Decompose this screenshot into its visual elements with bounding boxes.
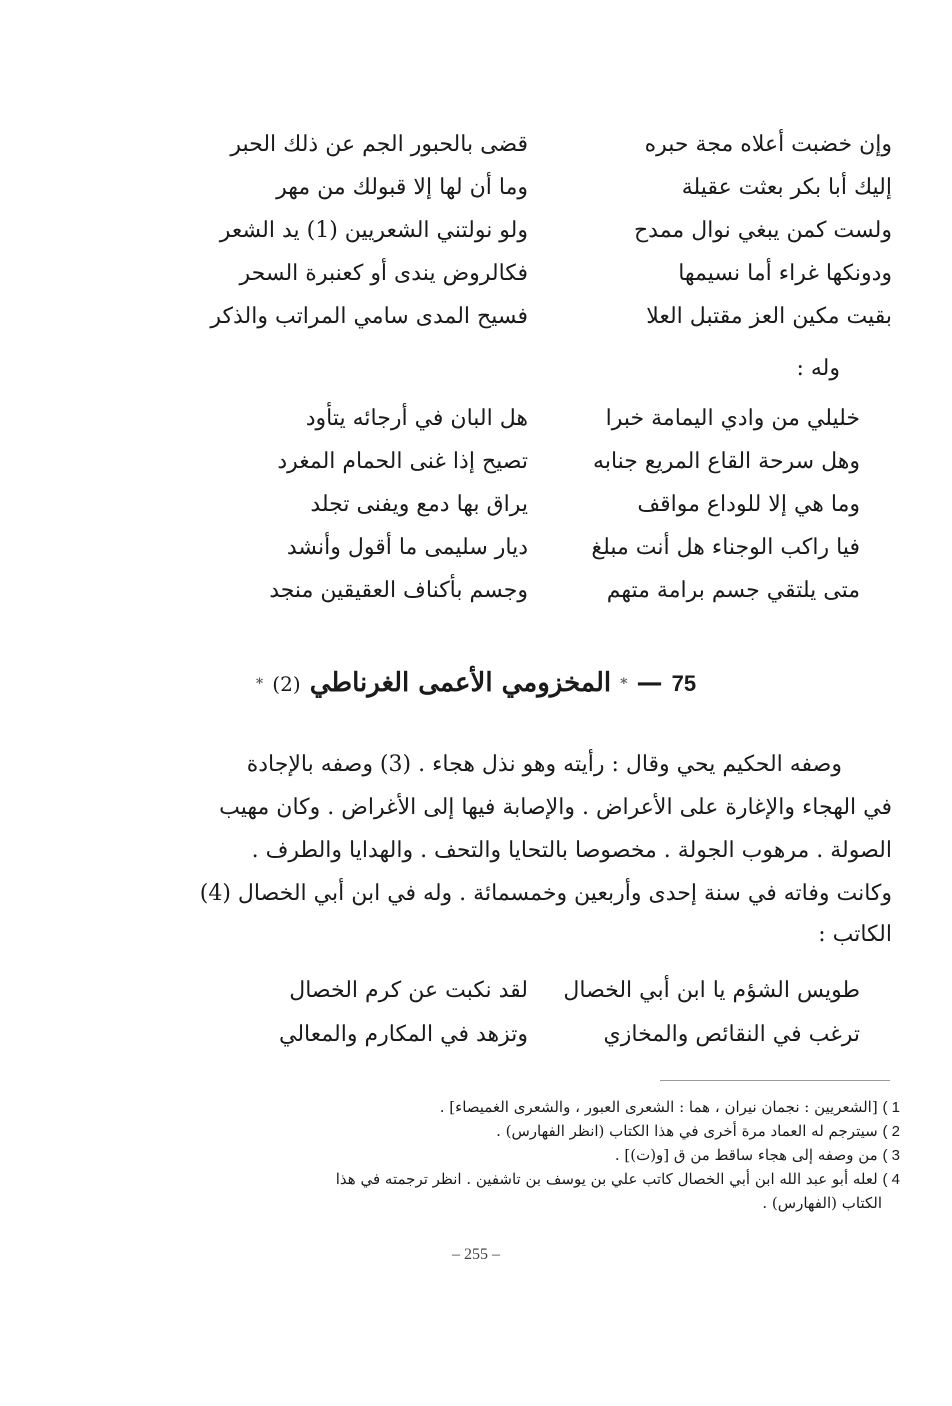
hemistich-left: فكالروض يندى أو كعنبرة السحر [239, 261, 528, 286]
footnote-3 [615, 1146, 900, 1164]
hemistich-left: تصيح إذا غنى الحمام المغرد [277, 449, 528, 474]
footnote-separator [660, 1080, 890, 1081]
hemistich-right: وما هي إلا للوداع مواقف [637, 492, 860, 517]
hemistich-left: وما أن لها إلا قبولك من مهر [276, 175, 528, 200]
hemistich-left: وتزهد في المكارم والمعالي [278, 1022, 528, 1047]
prose-line-5: الكاتب : [818, 922, 892, 947]
page-number: – 255 – [452, 1246, 500, 1263]
prose-line-1: وصفه الحكيم يحي وقال : رأيته وهو نذل هجاء . (3) وصفه بالإجادة [246, 752, 842, 777]
footnote-number: 2 ) [882, 1123, 900, 1140]
footnote-number: 4 ) [882, 1171, 900, 1188]
hemistich-right: إليك أبا بكر بعثت عقيلة [681, 175, 892, 200]
hemistich-right: ودونكها غراء أما نسيمها [678, 261, 892, 286]
footnote-text: من وصفه إلى هجاء ساقط من ق [و(ت)] . [614, 1146, 878, 1164]
prose-line-2: في الهجاء والإغارة على الأعراض . والإصابة فيها إلى الأغراض . وكان مهيب [219, 795, 892, 820]
hemistich-right: فيا راكب الوجناء هل أنت مبلغ [591, 535, 860, 560]
hemistich-right: وهل سرحة القاع المريع جنابه [593, 449, 860, 474]
hemistich-left: فسيح المدى سامي المراتب والذكر [210, 304, 528, 329]
footnote-text: [الشعريين : نجمان نيران ، هما : الشعرى العبور ، والشعرى الغميصاء] . [439, 1098, 878, 1116]
entry-number: 75 [671, 671, 697, 696]
footnote-text: الكتاب (الفهارس) . [762, 1194, 882, 1212]
hemistich-right: ترغب في النقائص والمخازي [603, 1022, 860, 1047]
poem-2-intro: وله : [796, 356, 840, 381]
star-ornament-icon: * [620, 676, 628, 692]
footnote-number: 3 ) [882, 1147, 900, 1164]
hemistich-right: ولست كمن يبغي نوال ممدح [633, 218, 892, 243]
section-heading [0, 668, 952, 698]
entry-title: المخزومي الأعمى الغرناطي [309, 668, 612, 698]
hemistich-left: يراق بها دمع ويفنى تجلد [310, 492, 528, 517]
hemistich-left: هل البان في أرجائه يتأود [305, 406, 528, 431]
star-ornament-icon: * [255, 676, 264, 692]
footnote-4-continued [762, 1194, 882, 1212]
footnote-reference: (2) [272, 672, 301, 696]
footnote-number: 1 ) [882, 1099, 900, 1116]
prose-line-4: وكانت وفاته في سنة إحدى وأربعين وخمسمائة . وله في ابن أبي الخصال (4) [199, 881, 892, 906]
hemistich-right: متى يلتقي جسم برامة متهم [606, 578, 860, 603]
hemistich-left: قضى بالحبور الجم عن ذلك الحبر [230, 132, 528, 157]
hemistich-left: لقد نكبت عن كرم الخصال [289, 978, 528, 1003]
hemistich-left: ولو نولتني الشعريين (1) يد الشعر [219, 218, 528, 243]
footnote-1 [440, 1098, 900, 1116]
footnote-4 [336, 1170, 900, 1188]
heading-dash: — [636, 668, 663, 698]
footnote-text: لعله أبو عبد الله ابن أبي الخصال كاتب علي بن يوسف بن تاشفين . انظر ترجمته في هذا [335, 1170, 878, 1188]
hemistich-right: طويس الشؤم يا ابن أبي الخصال [563, 978, 860, 1003]
footnote-2 [496, 1122, 900, 1140]
footnote-text: سيترجم له العماد مرة أخرى في هذا الكتاب (انظر الفهارس) . [496, 1122, 878, 1140]
hemistich-left: وجسم بأكناف العقيقين منجد [269, 578, 528, 603]
prose-line-3: الصولة . مرهوب الجولة . مخصوصا بالتحايا والتحف . والهدايا والطرف . [251, 838, 892, 863]
hemistich-right: خليلي من وادي اليمامة خبرا [605, 406, 860, 431]
hemistich-right: بقيت مكين العز مقتبل العلا [646, 304, 892, 329]
hemistich-right: وإن خضبت أعلاه مجة حبره [644, 132, 892, 157]
hemistich-left: ديار سليمى ما أقول وأنشد [286, 535, 528, 560]
